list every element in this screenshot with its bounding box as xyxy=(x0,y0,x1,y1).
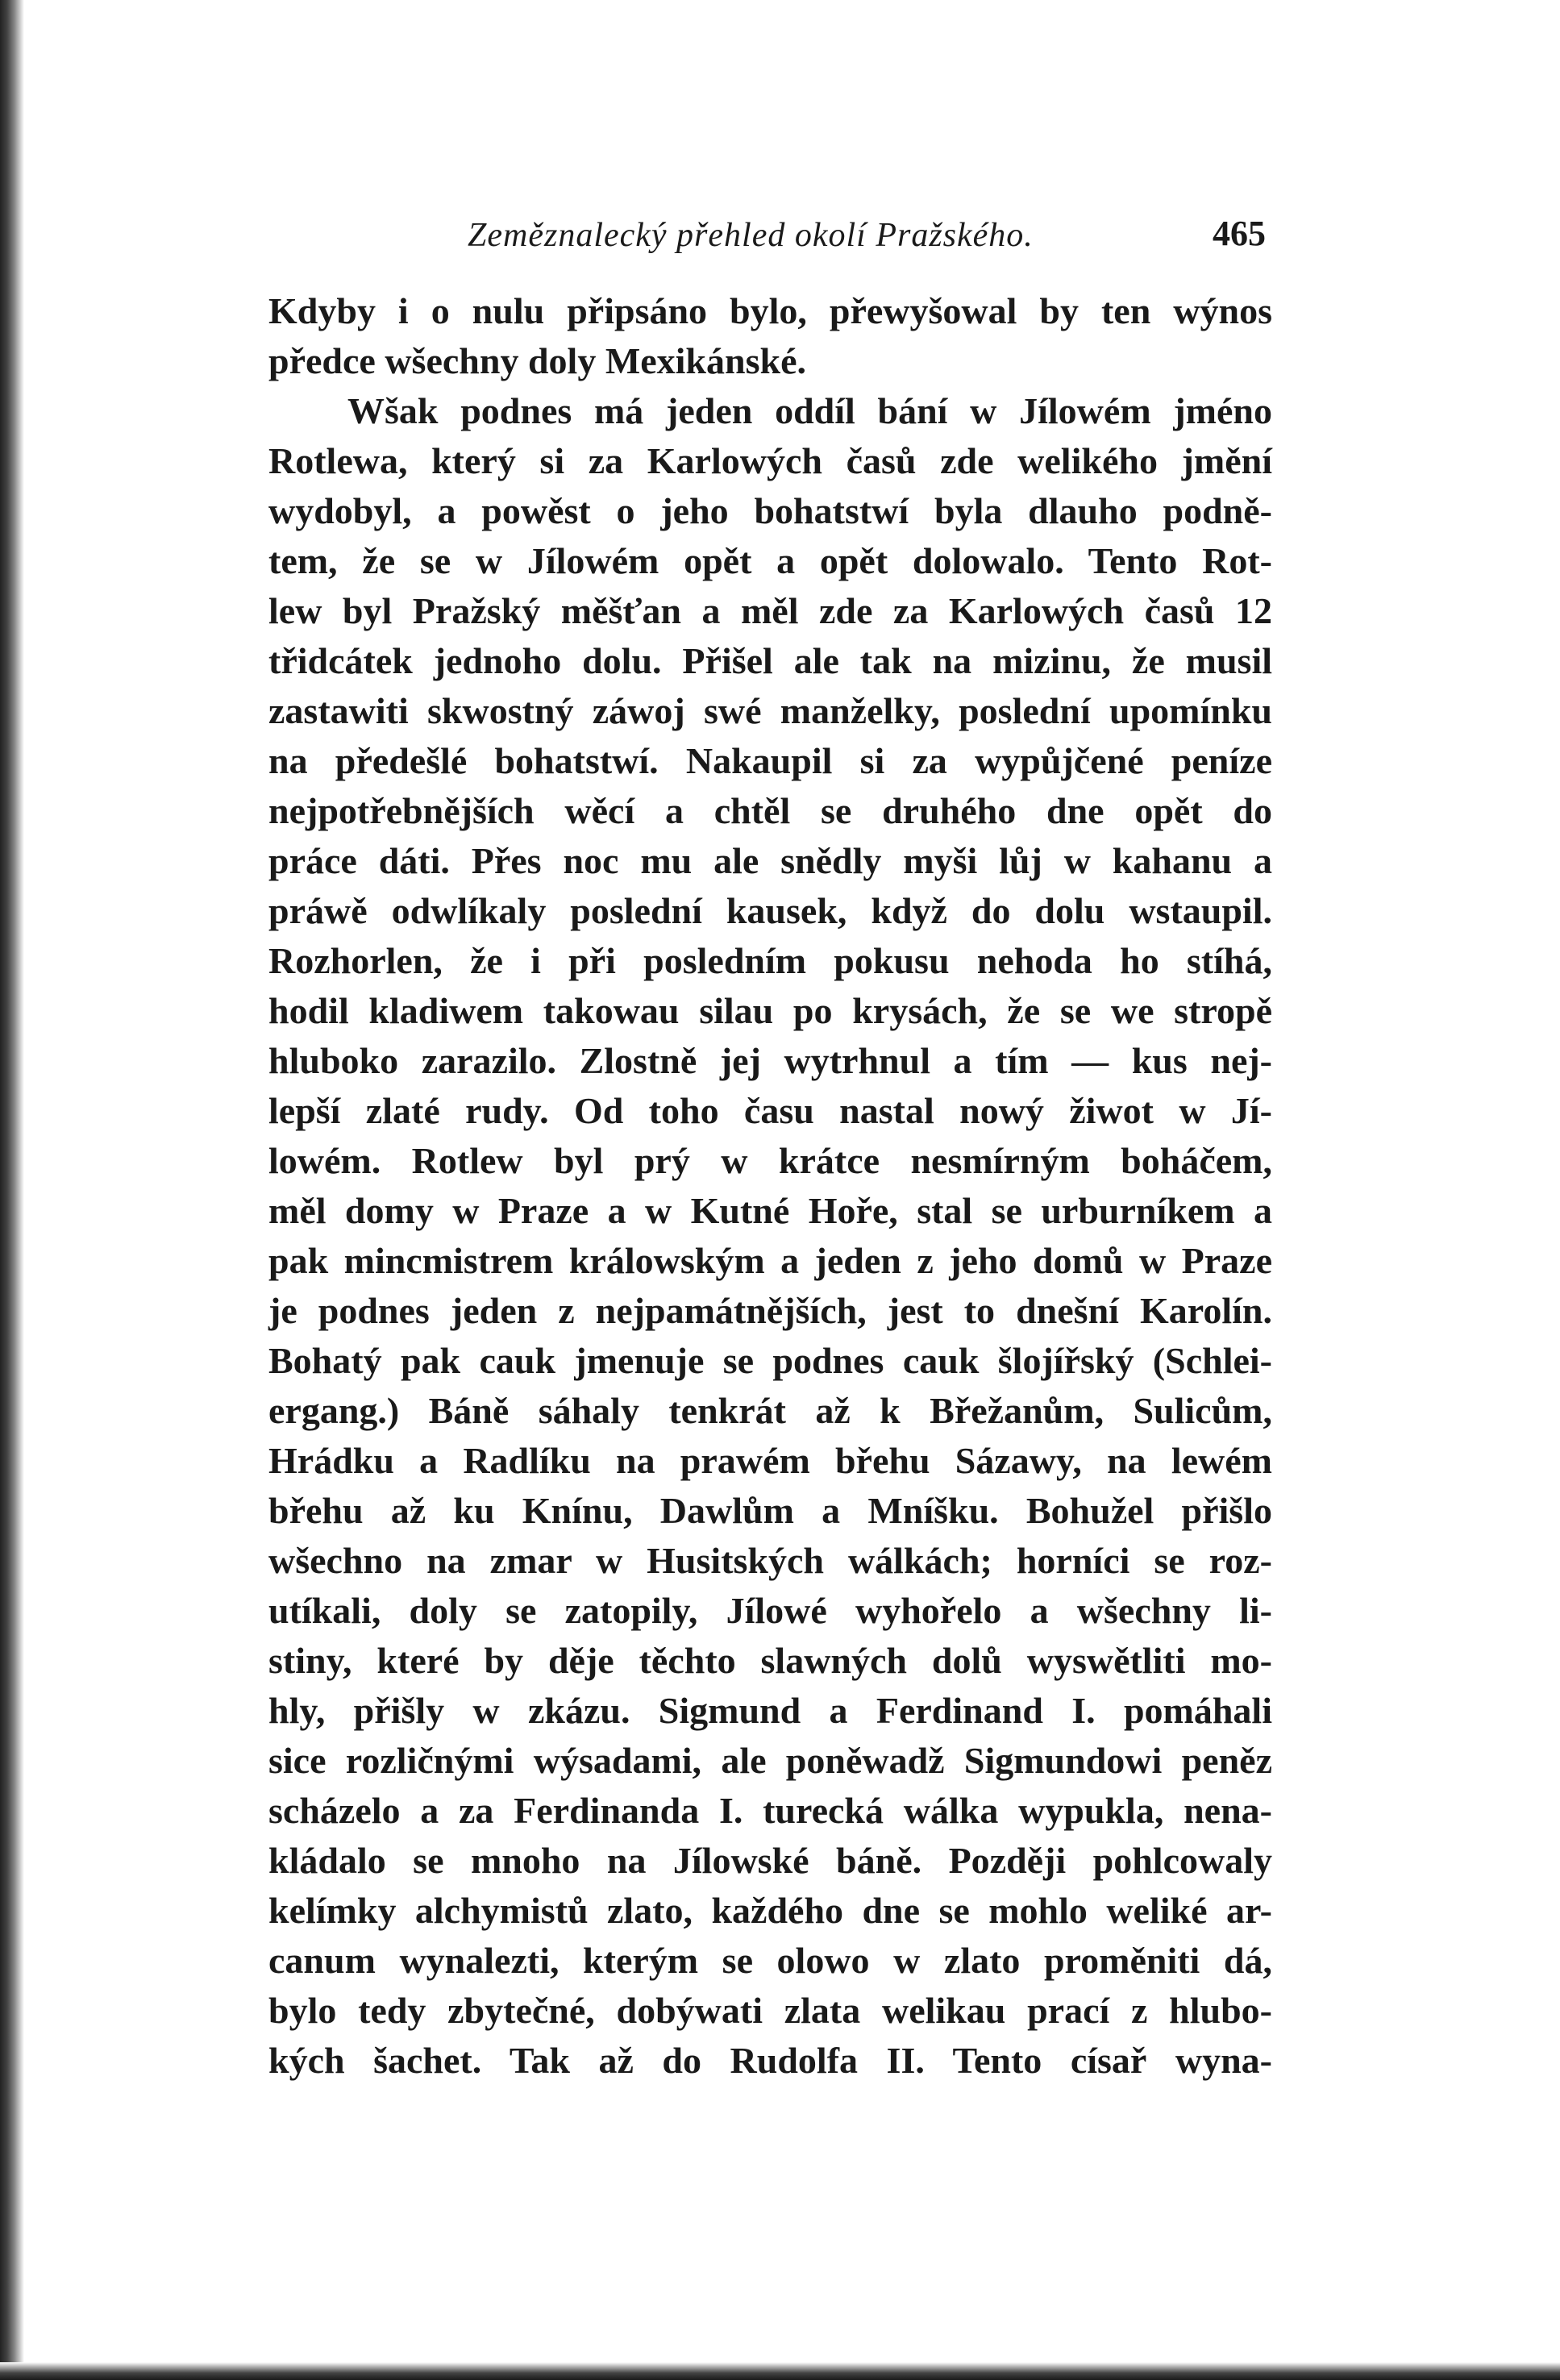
text-line: scházelo a za Ferdinanda I. turecká wálka wypukla, nena- xyxy=(268,1790,1272,1831)
text-line: hly, přišly w zkázu. Sigmund a Ferdinand I. pomáhali xyxy=(268,1690,1272,1731)
text-line: pak mincmistrem králowským a jeden z jeho domů w Praze xyxy=(268,1240,1272,1281)
text-line: lew byl Pražský měšťan a měl zde za Karlowých časů 12 xyxy=(268,590,1272,631)
text-line: hluboko zarazilo. Zlostně jej wytrhnul a tím — kus nej- xyxy=(268,1040,1272,1081)
text-line: lepší zlaté rudy. Od toho času nastal nowý žiwot w Jí- xyxy=(268,1090,1272,1131)
text-line: tem, že se w Jílowém opět a opět dolowalo. Tento Rot- xyxy=(268,540,1272,581)
text-line: Rozhorlen, že i při posledním pokusu nehoda ho stíhá, xyxy=(268,940,1272,981)
text-line: lowém. Rotlew byl prý w krátce nesmírným boháčem, xyxy=(268,1140,1272,1181)
text-line: wydobyl, a powěst o jeho bohatstwí byla dlauho podně- xyxy=(268,490,1272,531)
text-line: Rotlewa, který si za Karlowých časů zde welikého jmění xyxy=(268,440,1272,481)
text-line: sice rozličnými wýsadami, ale poněwadž Sigmundowi peněz xyxy=(268,1740,1272,1781)
text-line: kých šachet. Tak až do Rudolfa II. Tento císař wyna- xyxy=(268,2040,1272,2081)
text-line: wšechno na zmar w Husitských wálkách; horníci se roz- xyxy=(268,1540,1272,1581)
text-line: práce dáti. Přes noc mu ale snědly myši lůj w kahanu a xyxy=(268,840,1272,881)
text-line: na předešlé bohatstwí. Nakaupil si za wypůjčené peníze xyxy=(268,740,1272,781)
text-line: hodil kladiwem takowau silau po krysách, že se we stropě xyxy=(268,990,1272,1031)
text-line: ergang.) Báně sáhaly tenkrát až k Břežanům, Sulicům, xyxy=(268,1390,1272,1431)
text-line: kládalo se mnoho na Jílowské báně. Později pohlcowaly xyxy=(268,1840,1272,1881)
text-line: Hrádku a Radlíku na prawém břehu Sázawy, na lewém xyxy=(268,1440,1272,1481)
text-line: předce wšechny doly Mexikánské. xyxy=(268,340,806,381)
running-title: Zeměznalecký přehled okolí Pražského. xyxy=(468,217,1034,254)
text-line: canum wynalezti, kterým se olowo w zlato proměniti dá, xyxy=(268,1940,1272,1981)
text-line: Wšak podnes má jeden oddíl bání w Jílowém jméno xyxy=(347,390,1272,431)
body-text xyxy=(268,286,1272,2086)
text-line: Bohatý pak cauk jmenuje se podnes cauk šlojířský (Schlei- xyxy=(268,1340,1272,1381)
text-line: nejpotřebnějších wěcí a chtěl se druhého dne opět do xyxy=(268,790,1272,831)
text-line: třidcátek jednoho dolu. Přišel ale tak na mizinu, že musil xyxy=(268,640,1272,681)
text-line: stiny, které by děje těchto slawných dolů wyswětliti mo- xyxy=(268,1640,1272,1681)
scan-edge-left xyxy=(0,0,24,2380)
text-line: zastawiti skwostný záwoj swé manželky, poslední upomínku xyxy=(268,690,1272,731)
page-number: 465 xyxy=(1213,214,1266,253)
scan-edge-bottom xyxy=(0,2362,1560,2380)
text-line: kelímky alchymistů zlato, každého dne se mohlo weliké ar- xyxy=(268,1890,1272,1931)
text-line: břehu až ku Knínu, Dawlům a Mníšku. Bohužel přišlo xyxy=(268,1490,1272,1531)
text-line: práwě odwlíkaly poslední kausek, když do dolu wstaupil. xyxy=(268,890,1272,931)
text-line: bylo tedy zbytečné, dobýwati zlata welikau prací z hlubo- xyxy=(268,1990,1272,2031)
text-line: utíkali, doly se zatopily, Jílowé wyhořelo a wšechny li- xyxy=(268,1590,1272,1631)
text-line: měl domy w Praze a w Kutné Hoře, stal se urburníkem a xyxy=(268,1190,1272,1231)
text-line: je podnes jeden z nejpamátnějších, jest to dnešní Karolín. xyxy=(268,1290,1272,1331)
text-line: Kdyby i o nulu připsáno bylo, přewyšowal by ten wýnos xyxy=(268,290,1272,331)
page-header xyxy=(282,216,1266,264)
